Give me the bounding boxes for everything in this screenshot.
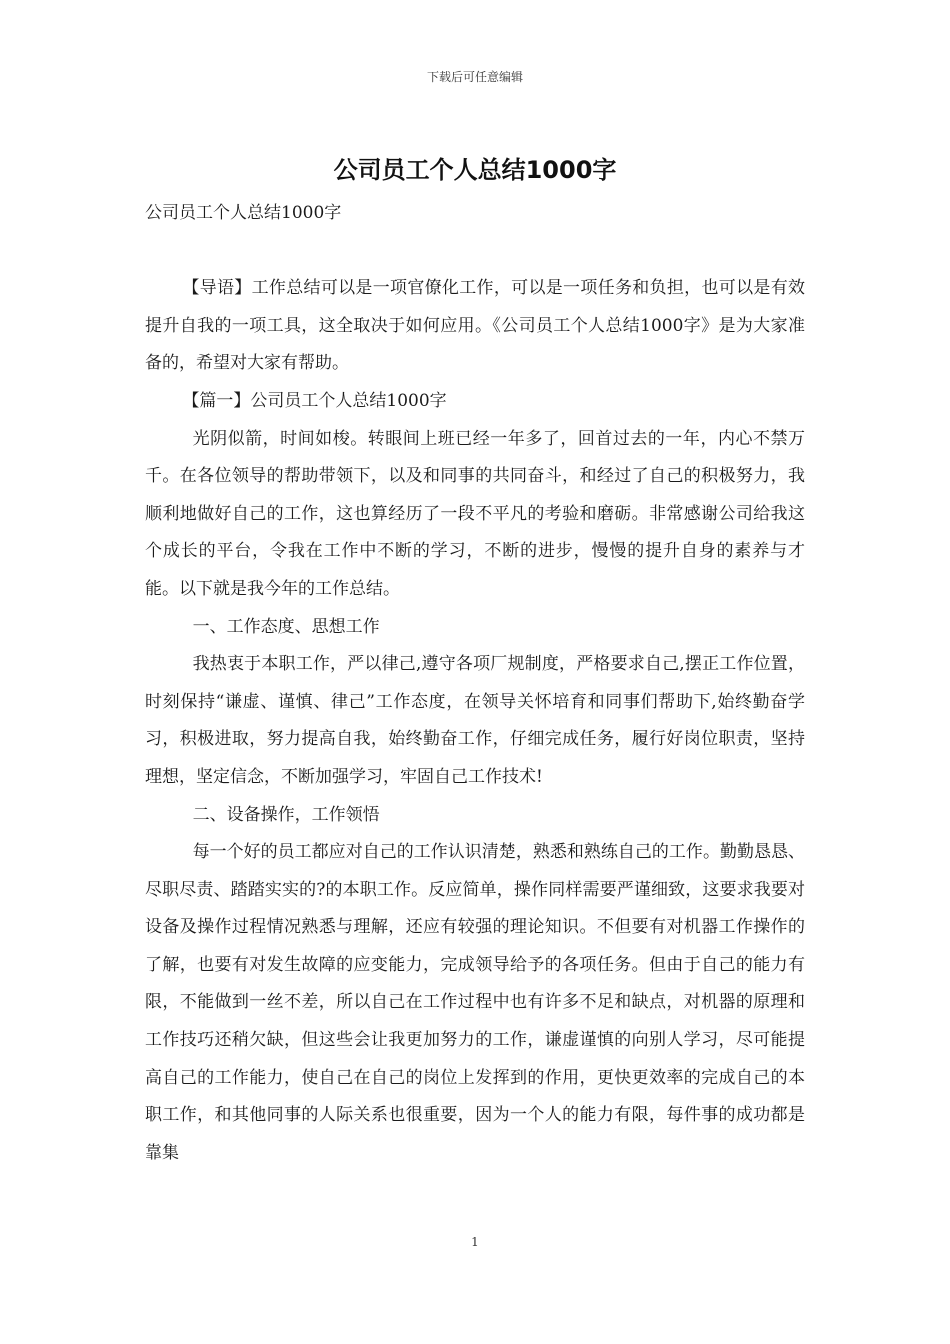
intro-paragraph: 【导语】工作总结可以是一项官僚化工作，可以是一项任务和负担，也可以是有效提升自我的一项工具，这全取决于如何应用。《公司员工个人总结1000字》是为大家准备的，希望对大家有帮助。 (145, 278, 805, 374)
section-heading-part-one: 【篇一】公司员工个人总结1000字 (182, 390, 447, 411)
header-note: 下载后可任意编辑 (426, 70, 523, 84)
section-heading-equipment: 二、设备操作，工作领悟 (192, 804, 380, 825)
body-paragraph: 光阴似箭，时间如梭。转眼间上班已经一年多了，回首过去的一年，内心不禁万千。在各位领导的帮助带领下，以及和同事的共同奋斗，和经过了自己的积极努力，我顺利地做好自己的工作，这也算经历了一段不平凡的考验和磨砺。非常感谢公司给我这个成长的平台，令我在工作中不断的学习，不断的进步，慢慢的提升自身的素养与才能。以下就是我今年的工作总结。 (145, 428, 805, 599)
document-body (145, 195, 805, 1172)
page-number: 1 (471, 1235, 479, 1249)
body-paragraph: 我热衷于本职工作，严以律己,遵守各项厂规制度，严格要求自己,摆正工作位置，时刻保持“谦虚、谨慎、律己”工作态度，在领导关怀培育和同事们帮助下,始终勤奋学习，积极进取，努力提高自我，始终勤奋工作，仔细完成任务，履行好岗位职责，坚持理想，坚定信念，不断加强学习，牢固自己工作技术! (145, 654, 805, 787)
document-subtitle: 公司员工个人总结1000字 (145, 203, 342, 223)
section-heading-attitude: 一、工作态度、思想工作 (192, 616, 380, 637)
blank-line (145, 233, 805, 271)
document-title: 公司员工个人总结1000字 (333, 156, 617, 184)
body-paragraph: 每一个好的员工都应对自己的工作认识清楚，熟悉和熟练自己的工作。勤勤恳恳、尽职尽责、踏踏实实的?的本职工作。反应简单，操作同样需要严谨细致，这要求我要对设备及操作过程情况熟悉与理解，还应有较强的理论知识。不但要有对机器工作操作的了解，也要有对发生故障的应变能力，完成领导给予的各项任务。但由于自己的能力有限，不能做到一丝不差，所以自己在工作过程中也有许多不足和缺点，对机器的原理和工作技巧还稍欠缺，但这些会让我更加努力的工作，谦虚谨慎的向别人学习，尽可能提高自己的工作能力，使自己在自己的岗位上发挥到的作用，更快更效率的完成自己的本职工作，和其他同事的人际关系也很重要，因为一个人的能力有限，每件事的成功都是靠集 (145, 842, 805, 1163)
